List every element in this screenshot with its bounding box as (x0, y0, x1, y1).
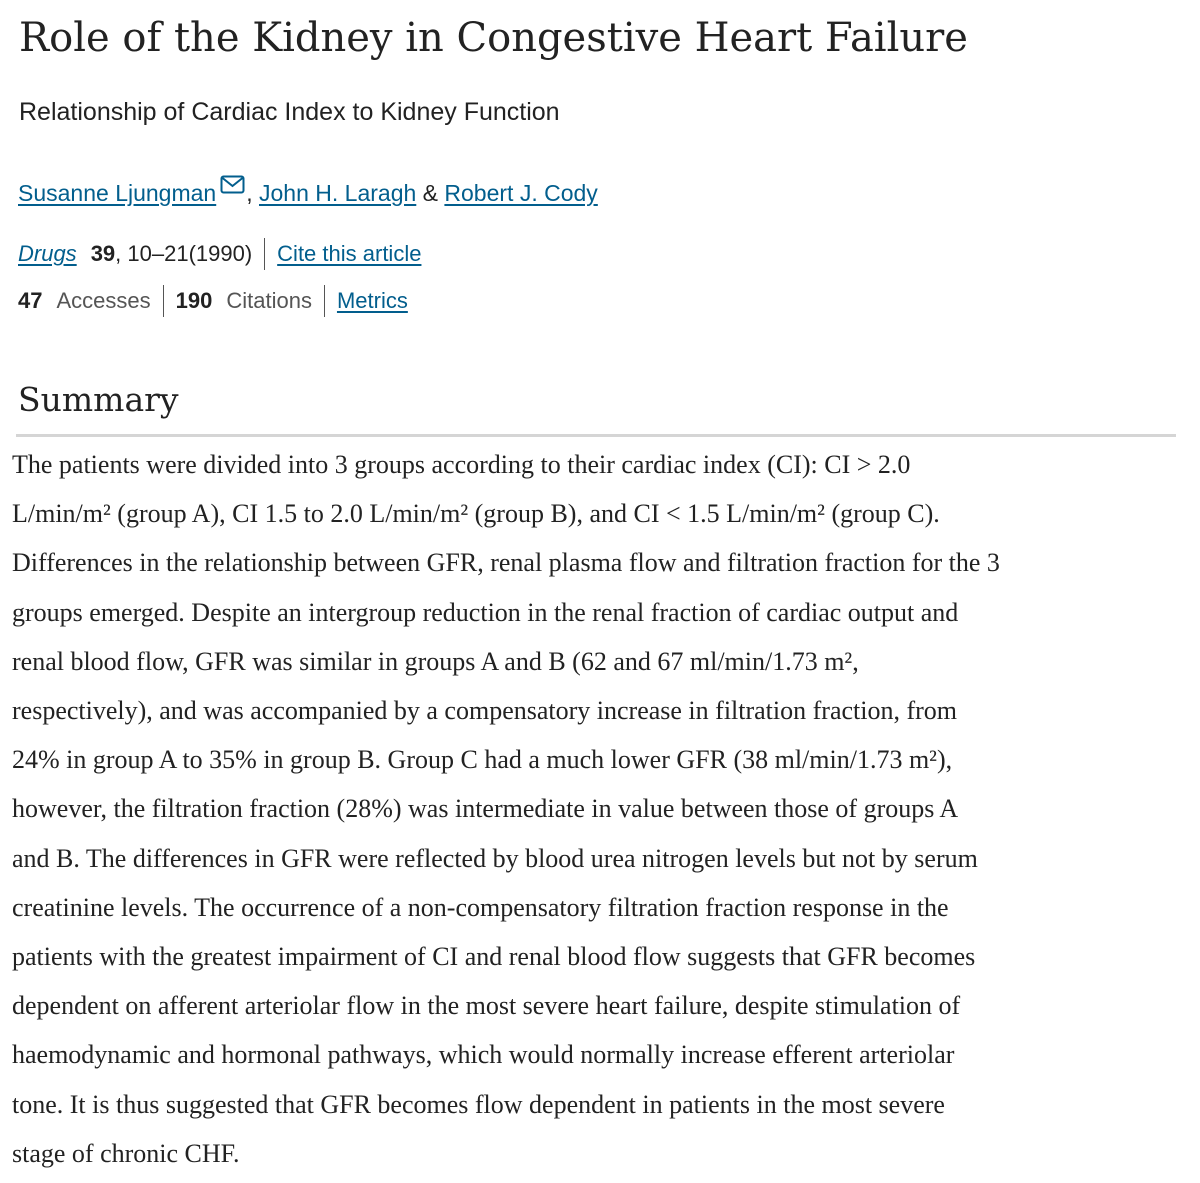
citations-label: Citations (226, 288, 312, 313)
journal-link[interactable]: Drugs (18, 241, 77, 266)
meta-divider (264, 238, 265, 270)
summary-line: respectively), and was accompanied by a compensatory increase in filtration fraction, from (12, 696, 958, 726)
summary-line: 24% in group A to 35% in group B. Group C had a much lower GFR (38 ml/min/1.73 m²), (12, 745, 953, 775)
author-separator: & (416, 180, 445, 206)
summary-line: L/min/m² (group A), CI 1.5 to 2.0 L/min/m² (group B), and CI < 1.5 L/min/m² (group C). (12, 499, 940, 529)
summary-heading: Summary (18, 380, 179, 419)
meta-divider (324, 285, 325, 317)
section-divider (16, 434, 1176, 437)
citation-line (18, 238, 421, 270)
summary-line: dependent on afferent arteriolar flow in the most severe heart failure, despite stimulation of (12, 991, 961, 1021)
author-list (18, 175, 598, 210)
mail-icon[interactable] (220, 175, 246, 195)
summary-text (12, 440, 1192, 1178)
summary-line: haemodynamic and hormonal pathways, which would normally increase efferent arteriolar (12, 1040, 955, 1070)
summary-line: Differences in the relationship between GFR, renal plasma flow and filtration fraction for the 3 (12, 548, 1000, 578)
article-title: Role of the Kidney in Congestive Heart Failure (19, 15, 968, 61)
summary-line: renal blood flow, GFR was similar in groups A and B (62 and 67 ml/min/1.73 m², (12, 646, 859, 676)
accesses-label: Accesses (56, 288, 151, 313)
summary-line: patients with the greatest impairment of CI and renal blood flow suggests that GFR becomes (12, 942, 976, 972)
metrics-line (18, 285, 408, 317)
pages-year: , 10–21(1990) (115, 241, 253, 266)
accesses-count: 47 (18, 288, 43, 313)
citations-count: 190 (175, 288, 213, 313)
article-subtitle: Relationship of Cardiac Index to Kidney Function (19, 98, 560, 126)
metrics-link[interactable]: Metrics (336, 288, 408, 313)
author-link-ljungman[interactable]: Susanne Ljungman (18, 180, 217, 206)
summary-line: tone. It is thus suggested that GFR becomes flow dependent in patients in the most severe (12, 1089, 945, 1119)
summary-line: The patients were divided into 3 groups according to their cardiac index (CI): CI > 2.0 (12, 450, 911, 479)
summary-line: however, the filtration fraction (28%) was intermediate in value between those of groups A (12, 794, 959, 824)
author-link-cody[interactable]: Robert J. Cody (444, 180, 598, 206)
cite-article-link[interactable]: Cite this article (277, 241, 422, 266)
summary-line: stage of chronic CHF. (12, 1138, 240, 1168)
author-link-laragh[interactable]: John H. Laragh (259, 180, 417, 206)
summary-line: creatinine levels. The occurrence of a non-compensatory filtration fraction response in the (12, 892, 949, 922)
summary-line: groups emerged. Despite an intergroup reduction in the renal fraction of cardiac output and (12, 597, 959, 627)
meta-divider (163, 285, 164, 317)
volume-number: 39 (90, 241, 116, 266)
author-separator: , (246, 180, 259, 206)
summary-line: and B. The differences in GFR were reflected by blood urea nitrogen levels but not by serum (12, 843, 978, 873)
